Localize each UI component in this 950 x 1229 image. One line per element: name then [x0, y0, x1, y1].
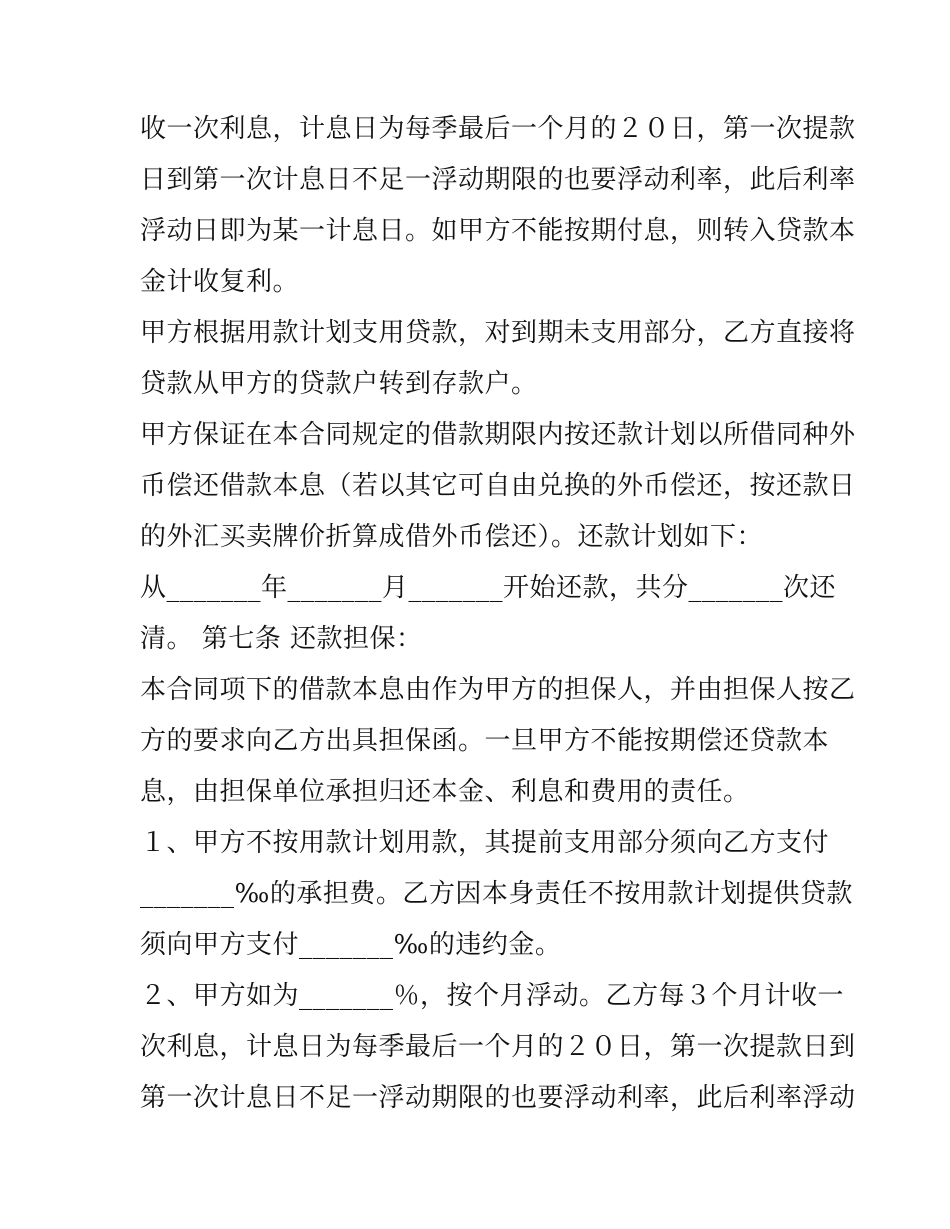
text-line: 须向甲方支付_______‰的违约金。	[140, 930, 562, 960]
text-line: １、甲方不按用款计划用款，其提前支用部分须向乙方支付	[140, 828, 830, 858]
text-line: 币偿还借款本息（若以其它可自由兑换的外币偿还，按还款日	[140, 471, 856, 501]
text-line: 收一次利息，计息日为每季最后一个月的２０日，第一次提款	[140, 114, 856, 144]
text-line: 从_______年_______月_______开始还款，共分_______次还	[140, 573, 837, 603]
text-line: 甲方保证在本合同规定的借款期限内按还款计划以所借同种外	[140, 420, 856, 450]
text-line: 的外汇买卖牌价折算成借外币偿还）。还款计划如下：	[140, 522, 764, 552]
text-line: 贷款从甲方的贷款户转到存款户。	[140, 369, 538, 399]
text-line: 方的要求向乙方出具担保函。一旦甲方不能按期偿还贷款本	[140, 726, 830, 756]
text-line: _______‰的承担费。乙方因本身责任不按用款计划提供贷款	[140, 879, 853, 909]
text-line: 次利息，计息日为每季最后一个月的２０日，第一次提款日到	[140, 1032, 856, 1062]
text-line: 金计收复利。	[140, 267, 300, 297]
text-line: 浮动日即为某一计息日。如甲方不能按期付息，则转入贷款本	[140, 216, 856, 246]
text-line: 甲方根据用款计划支用贷款，对到期未支用部分，乙方直接将	[140, 318, 856, 348]
text-line: 息，由担保单位承担归还本金、利息和费用的责任。	[140, 777, 750, 807]
text-line: 第一次计息日不足一浮动期限的也要浮动利率，此后利率浮动	[140, 1083, 856, 1113]
text-line: ２、甲方如为_______％，按个月浮动。乙方每３个月计收一	[140, 981, 845, 1011]
text-line: 清。 第七条 还款担保：	[140, 624, 423, 654]
text-line: 日到第一次计息日不足一浮动期限的也要浮动利率，此后利率	[140, 165, 856, 195]
text-line: 本合同项下的借款本息由作为甲方的担保人，并由担保人按乙	[140, 675, 856, 705]
document-body	[140, 104, 856, 1124]
